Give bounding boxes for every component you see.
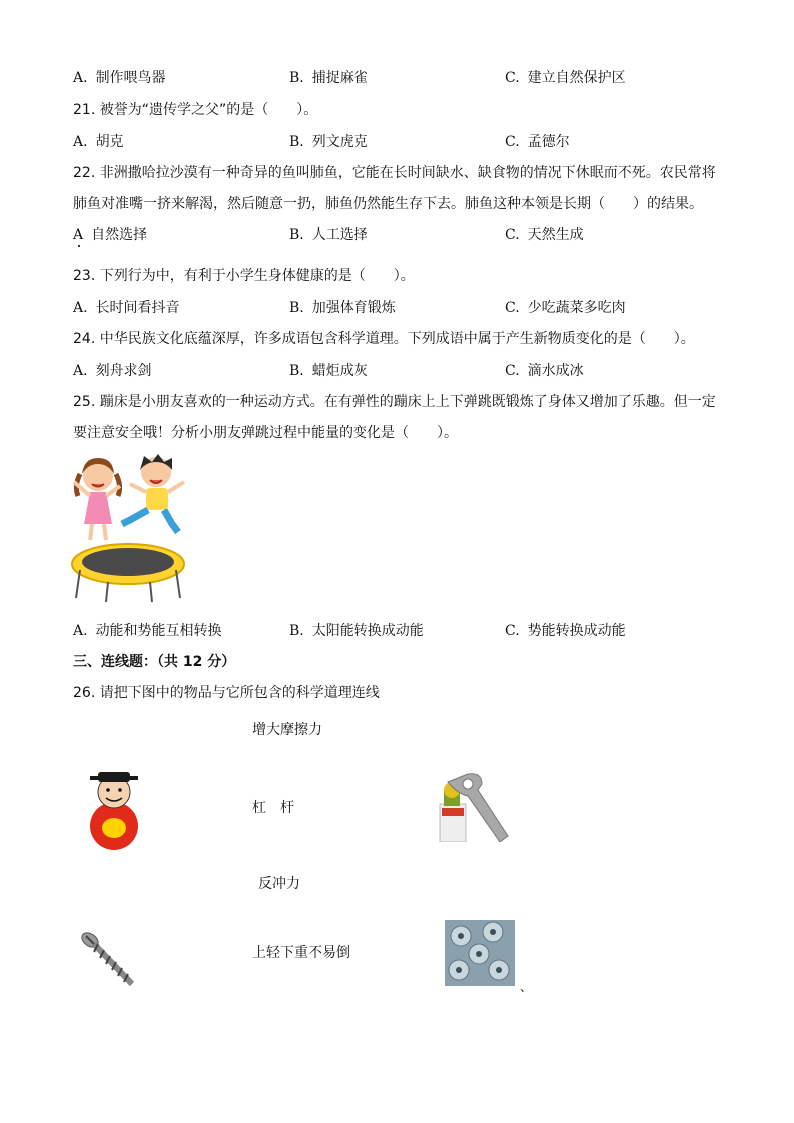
q24-option-c: C. 滴水成冰: [505, 363, 584, 379]
q21-option-b: B. 列文虎克: [289, 134, 368, 150]
q24-stem: 24. 中华民族文化底蕴深厚，许多成语包含科学道理。下列成语中属于产生新物质变化的是（ ）。: [73, 331, 695, 347]
trampoline-kids-illustration: [68, 452, 193, 604]
tumbler-toy-image: [84, 768, 144, 850]
q22-stem-line2: 肺鱼对准嘴一挤来解渴，然后随意一扔，肺鱼仍然能生存下去。肺鱼这种本领是长期（ ）的结果。: [73, 196, 703, 212]
q23-option-b: B. 加强体育锻炼: [289, 300, 396, 316]
q21-stem: 21. 被誉为“遗传学之父”的是（ ）。: [73, 102, 318, 118]
q21-option-a: A. 胡克: [73, 134, 124, 150]
q25-option-a: A. 动能和势能互相转换: [73, 623, 222, 639]
screw-image: [80, 930, 138, 988]
q24-option-a: A. 刻舟求剑: [73, 363, 152, 379]
principle-friction: 增大摩擦力: [252, 722, 322, 738]
q22-option-c: C. 天然生成: [505, 227, 584, 243]
stray-dot: [78, 245, 80, 247]
q23-option-c: C. 少吃蔬菜多吃肉: [505, 300, 626, 316]
q22-stem-line1: 22. 非洲撒哈拉沙漠有一种奇异的鱼叫肺鱼，它能在长时间缺水、缺食物的情况下休眠而不死。农民常将: [73, 165, 716, 181]
stray-mark: 、: [520, 980, 533, 994]
q23-option-a: A. 长时间看抖音: [73, 300, 180, 316]
q23-stem: 23. 下列行为中，有利于小学生身体健康的是（ ）。: [73, 268, 415, 284]
principle-stable-base: 上轻下重不易倒: [252, 945, 350, 961]
q20-option-a: A. 制作喂鸟器: [73, 70, 166, 86]
q24-option-b: B. 蜡炬成灰: [289, 363, 368, 379]
q25-option-c: C. 势能转换成动能: [505, 623, 626, 639]
q20-option-c: C. 建立自然保护区: [505, 70, 626, 86]
q21-option-c: C. 孟德尔: [505, 134, 570, 150]
q25-option-b: B. 太阳能转换成动能: [289, 623, 424, 639]
q25-stem-line1: 25. 蹦床是小朋友喜欢的一种运动方式。在有弹性的蹦床上上下弹跳既锻炼了身体又增加了乐趣。但一定: [73, 394, 716, 410]
bottle-opener-image: [438, 772, 510, 842]
q22-option-b: B. 人工选择: [289, 227, 368, 243]
suction-cups-image: [445, 920, 515, 986]
section-title: 三、连线题：（共 12 分）: [73, 654, 236, 670]
q22-option-a: A 自然选择: [73, 227, 148, 243]
principle-lever: 杠 杆: [252, 800, 294, 816]
q20-option-b: B. 捕捉麻雀: [289, 70, 368, 86]
q25-stem-line2: 要注意安全哦！分析小朋友弹跳过程中能量的变化是（ ）。: [73, 425, 458, 441]
principle-reaction-force: 反冲力: [258, 876, 300, 892]
q26-stem: 26. 请把下图中的物品与它所包含的科学道理连线: [73, 685, 380, 701]
